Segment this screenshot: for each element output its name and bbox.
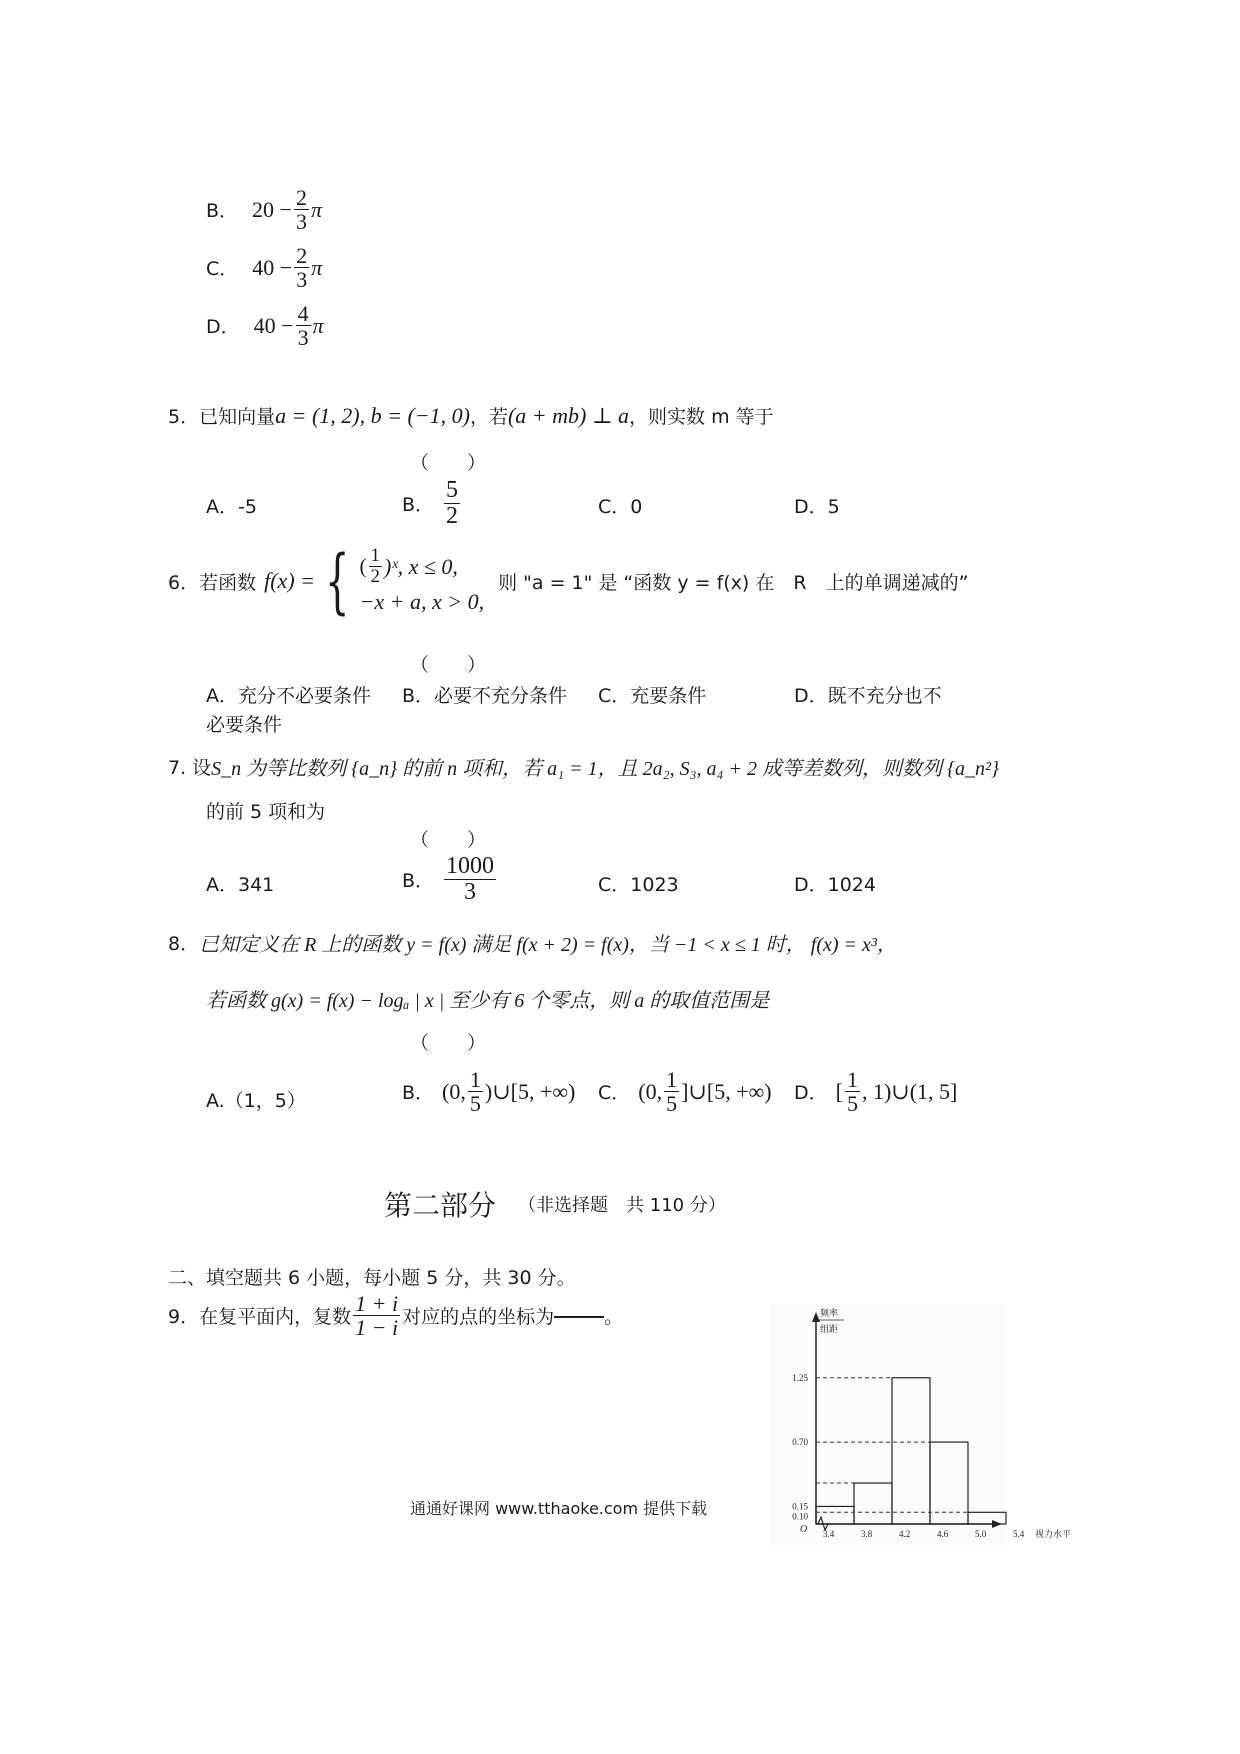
x-axis-label: 视力水平 [1035,1529,1072,1539]
denominator: 1 − i [355,1315,399,1341]
q6-option-b: B．必要不充分条件 [402,685,568,707]
q9-stem [168,1292,623,1339]
question-number: 7. 设 [168,757,212,779]
interval-text: )∪[5, +∞) [484,1078,576,1104]
histogram-bar [854,1483,892,1524]
q6-option-d: D．既不充分也不 [794,685,942,707]
fraction [294,244,309,291]
q6-option-a: A．充分不必要条件 [206,685,371,707]
q4-option-c [206,244,322,291]
numerator: 5 [446,477,459,503]
option-label: D． [794,1082,828,1105]
section-heading: 二、填空题共 6 小题，每小题 5 分，共 30 分。 [168,1267,576,1289]
question-number: 6． [168,571,200,594]
stem-text: 已知定义在 R 上的函数 y = f(x) 满足 f(x + 2) = f(x)，当 −1 < x ≤ 1 时， f(x) = x³， [199,934,897,956]
left-brace-icon: { [325,540,350,623]
q6-option-c: C．充要条件 [598,685,707,707]
x-tick-label: 3.4 [823,1529,835,1539]
numerator: 1 [370,545,381,566]
y-axis-label-top: 频率 [820,1308,839,1318]
question-number: 8． [168,933,200,955]
numerator: 1 + i [355,1291,399,1316]
fraction [444,478,460,529]
option-term: 20 − [252,196,292,222]
q5-option-c: C．0 [598,496,643,518]
question-number: 5． [168,406,200,428]
q5-option-a: A．-5 [206,496,257,518]
pi-symbol: π [310,196,322,222]
denominator: 3 [297,325,309,351]
q5-option-b [402,478,462,529]
x-tick-label: 5.4 [1013,1529,1025,1539]
interval-text: (0, [442,1078,466,1104]
stem-text: 若函数 g(x) = f(x) − logₐ | x | 至少有 6 个零点，则 a 的取值范围是 [206,990,770,1012]
stem-text: ，若 [469,406,508,428]
option-term: 40 − [253,312,294,338]
y-tick-label: 0.70 [792,1437,808,1448]
y-axis-arrow-icon [812,1312,820,1322]
option-term: 40 − [252,254,293,280]
denominator: 3 [296,267,308,293]
case-text: ( [359,554,367,579]
answer-blank[interactable] [554,1314,604,1318]
stem-text: 对应的点的坐标为 [402,1306,555,1329]
denominator: 2 [446,503,459,530]
stem-text: 则 "a = 1" 是 “函数 y = f(x) 在 R 上的单调递减的” [498,571,969,594]
pi-symbol: π [312,312,324,338]
q7-option-c: C．1023 [598,874,679,896]
fraction [444,854,496,905]
question-number: 9． [168,1306,200,1329]
numerator: 1000 [446,853,495,879]
part2-heading [384,1184,726,1224]
fraction [468,1068,483,1115]
case-2: −x + a, x > 0, [359,588,485,614]
x-tick-label: 4.6 [937,1529,949,1539]
piecewise-cases [360,546,485,617]
fraction [369,546,383,587]
q5-option-d: D．5 [794,496,840,518]
option-label: B． [402,494,435,517]
histogram-bar [930,1442,968,1524]
numerator: 1 [469,1067,481,1092]
interval-text: , 1)∪(1, 5] [861,1078,958,1104]
x-tick-label: 5.0 [975,1529,987,1539]
fraction [294,186,309,233]
case-text: )ˣ, x ≤ 0, [384,553,458,579]
stem-text: 若函数 [199,571,257,594]
part-title: 第二部分 [384,1189,497,1222]
denominator: 5 [469,1091,481,1117]
numerator: 1 [846,1067,858,1092]
option-label: B． [206,200,239,223]
y-tick-label: 0.10 [792,1511,808,1522]
denominator: 5 [846,1091,858,1117]
answer-paren: （ ） [410,829,487,851]
answer-paren: （ ） [410,654,487,676]
denominator: 3 [295,209,307,235]
interval-text: (0, [638,1078,663,1104]
denominator: 3 [464,879,477,906]
histogram-bar [816,1506,854,1524]
q8-option-c [598,1068,772,1115]
q5-stem [168,402,774,429]
numerator: 4 [297,301,309,326]
q7-stem-line2: 的前 5 项和为 [206,801,326,823]
answer-paren: （ ） [410,452,487,474]
stem-text: S_n 为等比数列 {a_n} 的前 n 项和，若 a₁ = 1，且 2a₂, S₃, a₄ + 2 成等差数列，则数列 {a_n²} [211,758,999,780]
x-tick-label: 3.8 [861,1529,873,1539]
denominator: 2 [370,565,381,587]
option-label: B． [402,870,435,893]
q6-option-d-cont: 必要条件 [206,714,283,736]
case-1 [360,546,485,587]
math-expression: a = (1, 2), b = (−1, 0) [275,402,470,428]
q8-option-b [402,1068,575,1115]
y-tick-label: 1.25 [792,1372,808,1383]
stem-text: 已知向量 [199,406,276,428]
fraction [845,1068,860,1115]
vision-histogram [770,1304,1072,1548]
option-label: B． [402,1082,435,1105]
numerator: 2 [295,185,307,210]
q6-stem [168,540,969,623]
stem-text: 在复平面内，复数 [199,1306,352,1329]
math-expression: (a + mb) ⊥ a [507,402,630,428]
stem-text: ，则实数 m 等于 [629,406,774,428]
histogram-bar [892,1378,930,1524]
stem-text: 。 [604,1306,624,1329]
q7-stem [168,752,999,781]
q8-option-a: A.（1，5） [206,1090,306,1112]
q7-option-b [402,854,498,905]
fraction [353,1292,400,1339]
part-subtitle: （非选择题 共 110 分） [518,1195,726,1216]
x-tick-label: 4.2 [899,1529,911,1539]
option-label: C． [598,1082,631,1105]
q4-option-d [206,302,324,349]
numerator: 2 [296,243,308,268]
y-axis-label-bottom: 组距 [820,1324,839,1334]
answer-paren: （ ） [410,1032,487,1054]
origin-label: O [800,1524,808,1535]
q4-option-b [206,186,322,233]
interval-text: ]∪[5, +∞) [681,1078,772,1104]
denominator: 5 [666,1091,678,1117]
fraction [296,302,311,349]
function-name: f(x) = [264,568,315,594]
pi-symbol: π [311,254,323,280]
q8-stem-line2 [206,984,769,1013]
option-label: C． [206,258,239,281]
footer-text: 通通好课网 www.tthaoke.com 提供下载 [410,1499,708,1518]
q7-option-d: D．1024 [794,874,876,896]
fraction [664,1068,679,1115]
option-label: D． [206,316,240,339]
q7-option-a: A．341 [206,874,275,896]
q8-stem [168,928,897,957]
histogram-bar [968,1512,1006,1524]
interval-text: [ [835,1078,843,1104]
y-tick-label: 0.15 [792,1501,808,1512]
numerator: 1 [666,1067,678,1092]
q8-option-d [794,1068,957,1115]
